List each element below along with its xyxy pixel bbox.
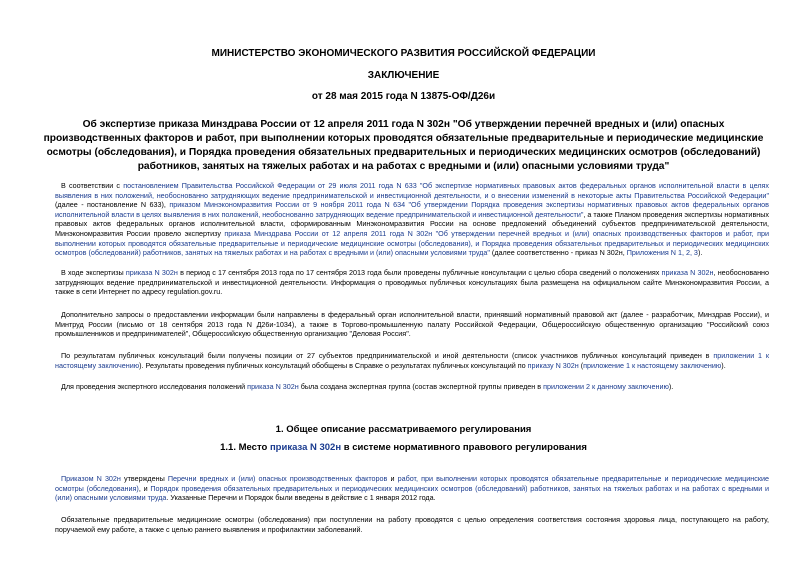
paragraph-medical-exams — [55, 515, 769, 534]
text: В ходе экспертизы — [61, 268, 126, 277]
link-order-302n[interactable]: приказа N 302н — [247, 382, 299, 391]
text: ). — [697, 248, 703, 258]
text: (далее соответственно - приказ N 302н, — [489, 248, 627, 258]
link-order-302n[interactable]: приказу N 302н — [527, 360, 579, 370]
text: , и — [138, 483, 151, 493]
paragraph-consultations — [55, 268, 769, 297]
text: ( — [578, 360, 584, 370]
link-procedure[interactable]: Порядок проведения обязательных предварительных и периодических медицинских осмотров (обследований) работников, занятых на тяжелых работах и на работах с вредными и (или) опасными условиями труда — [55, 483, 769, 503]
document-title: Об экспертизе приказа Минздрава России от 12 апреля 2011 года N 302н "Об утверждении перечней вредных и (или) опасных производственных факторов и работ, при выполнении которых проводятся обязательные предварительные и периодические медицинские осмотры (обследования), и Порядка проведения обязательных предварительных и периодических медицинских осмотров (обследований) работников, занятых на тяжелых работах и на работах с вредными и (или) опасными условиями труда" — [43, 119, 764, 172]
text: 1.1. Место — [220, 442, 270, 453]
link-appendix-1[interactable]: приложение 1 к настоящему заключению — [583, 360, 722, 370]
paragraph-requests — [55, 310, 769, 339]
link-order-302n[interactable]: приказа N 302н — [125, 268, 178, 277]
text: (далее - постановление N 633), — [55, 200, 170, 210]
link-order-302n[interactable]: Приказом N 302н — [61, 474, 121, 483]
paragraph-order-approved — [55, 474, 769, 503]
link-order-634[interactable]: приказом Минэкономразвития России от 9 ноября 2011 года N 634 "Об утверждении Порядка проведения экспертизы нормативных правовых актов федеральных органов исполнительной власти в целях выявления в них положений, необоснованно затрудняющих ведение предпринимательской и инвестиционной деятельности" — [55, 200, 769, 219]
link-order-302n[interactable]: приказа N 302н — [661, 268, 714, 277]
text: и — [387, 474, 398, 483]
text: в период с 17 сентября 2013 года по 17 сентября 2013 года были проведены публичные консультации с целью сбора сведений о положениях — [177, 268, 662, 277]
link-appendices[interactable]: Приложения N 1, 2, 3 — [626, 248, 698, 258]
link-factors-list[interactable]: Перечни вредных и (или) опасных производственных факторов — [167, 474, 388, 483]
link-resolution-633[interactable]: постановлением Правительства Российской Федерации от 29 июля 2011 года N 633 "Об экспертизе нормативных правовых актов федеральных органов исполнительной власти в целях выявления в них положений, необоснованно затрудняющих ведение предпринимательской и инвестиционной деятельности, и о внесении изменений в некоторые акты Правительства Российской Федерации" — [55, 181, 770, 200]
date-number: от 28 мая 2015 года N 13875-ОФ/Д26и — [311, 91, 496, 102]
text: Для проведения экспертного исследования положений — [61, 382, 248, 391]
link-order-302n[interactable]: приказа N 302н — [269, 442, 342, 453]
text: Обязательные предварительные медицинские осмотры (обследования) при поступлении на работу проводятся с целью определения соответствия состояния здоровья лица, поступающего на работу, поручаемой ему работе, а также с целью раннего выявления и профилактики заболеваний. — [55, 515, 769, 534]
section-heading-1: 1. Общее описание рассматриваемого регулирования — [275, 424, 532, 435]
paragraph-legal-basis — [55, 181, 769, 258]
paragraph-results — [55, 351, 769, 370]
text: была создана экспертная группа (состав экспертной группы приведен в — [298, 382, 544, 391]
text: утверждены — [120, 474, 168, 483]
section-heading-1-1 — [0, 442, 807, 453]
text: . Указанные Перечни и Порядок были введены в действие с 1 января 2012 года. — [166, 493, 436, 503]
text: , а также Планом проведения экспертизы нормативных правовых актов федеральных органов исполнительной власти, сформированным Минэкономразвития России на основе предложений объединений субъектов предпринимательской деятельности, Минэкономразвития России провело экспертизу — [55, 209, 769, 238]
ministry-heading: МИНИСТЕРСТВО ЭКОНОМИЧЕСКОГО РАЗВИТИЯ РОССИЙСКОЙ ФЕДЕРАЦИИ — [211, 48, 596, 59]
text: ). — [721, 360, 726, 370]
link-appendix-2[interactable]: приложении 2 к данному заключению — [543, 382, 669, 391]
text: в системе нормативного правового регулирования — [341, 442, 587, 453]
text: ). Результаты проведения публичных консультаций обобщены в Справке о результатах публичных консультаций по — [139, 360, 528, 370]
text: Дополнительно запросы о предоставлении информации были направлены в федеральный орган исполнительной власти, принявший нормативный правовой акт (далее - разработчик, Минздрав России), и Минтруд России (письмо от 18 сентября 2013 года N Д26и-1034), а также в Торгово-промышленную палату Российской Федерации, Общероссийскую общественную организацию "Российский союз промышленников и предпринимателей", Общероссийскую общественную организацию "Деловая Россия". — [55, 310, 769, 339]
link-order-302n[interactable]: приказа Минздрава России от 12 апреля 2011 года N 302н "Об утверждении перечней вредных и (или) опасных производственных факторов и работ, при выполнении которых проводятся обязательные предварительные и периодические медицинские осмотры (обследования), и Порядка проведения обязательных предварительных и периодических медицинских осмотров (обследований) работников, занятых на тяжелых работах и на работах с вредными и (или) опасными условиями труда" — [55, 228, 769, 258]
link-appendix-1[interactable]: приложении 1 к настоящему заключению — [55, 351, 770, 370]
text: В соответствии с — [61, 181, 124, 190]
doc-type-heading: ЗАКЛЮЧЕНИЕ — [367, 70, 440, 81]
text: ). — [668, 382, 674, 391]
paragraph-expert-group — [55, 382, 769, 392]
text: По результатам публичных консультаций были получены позиции от 27 субъектов предпринимательской и иной деятельности (список участников публичных консультаций приведен в — [61, 351, 714, 360]
link-works-list[interactable]: работ, при выполнении которых проводятся обязательные предварительные и периодические медицинские осмотры (обследования) — [55, 474, 769, 493]
text: , необоснованно затрудняющих ведение предпринимательской и инвестиционной деятельности. Информация о проводимых публичных консультациях была размещена на официальном сайте Минэкономразвития России, а также в сети Интернет по адресу regulation.gov.ru. — [55, 268, 770, 297]
